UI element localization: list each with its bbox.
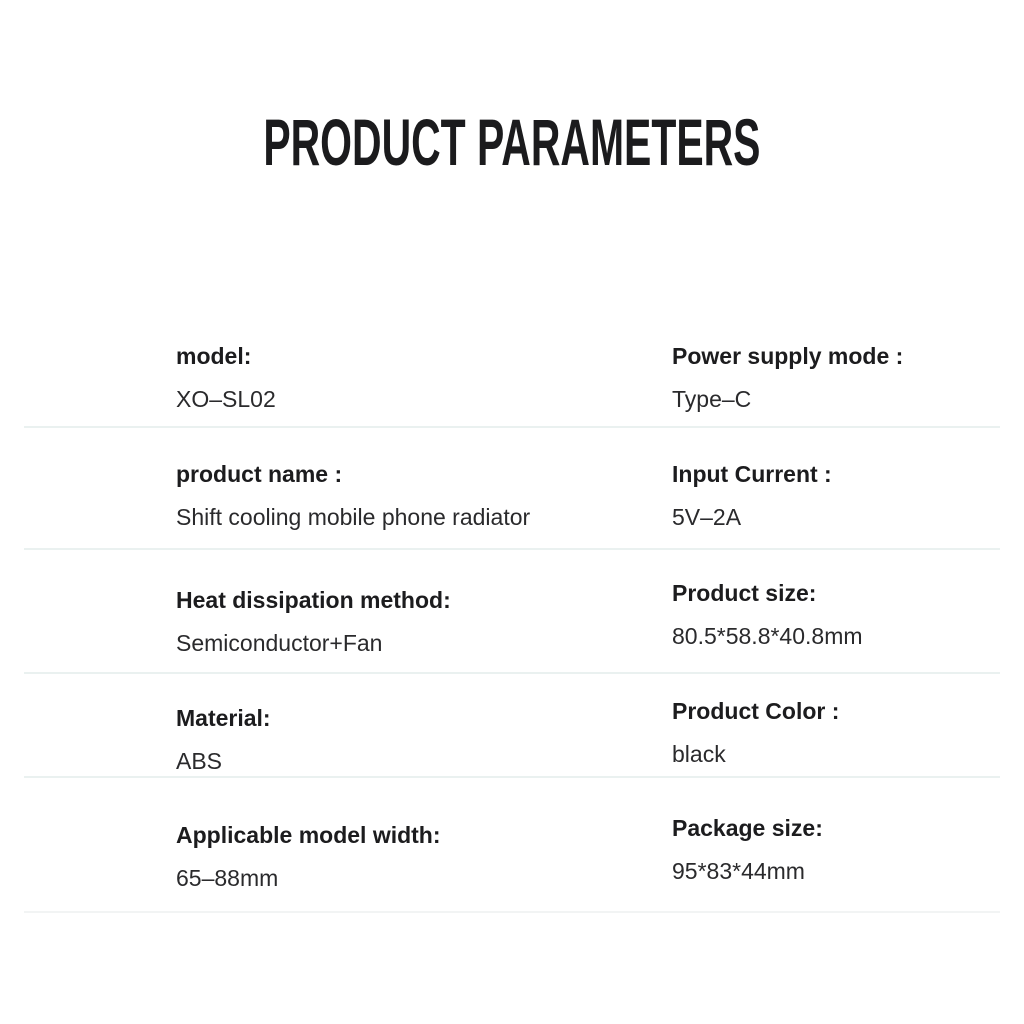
spec-value: 5V–2A — [672, 504, 742, 530]
spec-value: 80.5*58.8*40.8mm — [672, 623, 863, 649]
spec-label: Heat dissipation method: — [176, 587, 451, 613]
spec-value: Type–C — [672, 386, 752, 412]
spec-row-model — [24, 330, 1000, 428]
spec-cell-input-current — [672, 461, 1000, 548]
spec-row-material — [24, 674, 1000, 778]
spec-cell-power-supply-mode — [672, 343, 1000, 426]
spec-label: Power supply mode : — [672, 343, 904, 369]
spec-row-heat-dissipation — [24, 550, 1000, 674]
title-container — [0, 104, 1024, 180]
spec-value: 65–88mm — [176, 865, 279, 891]
spec-cell-material — [24, 705, 672, 776]
spec-cell-model — [24, 343, 672, 426]
spec-value: ABS — [176, 748, 223, 774]
spec-label: Input Current : — [672, 461, 832, 487]
spec-value: black — [672, 741, 726, 767]
spec-cell-heat-dissipation-method — [24, 587, 672, 672]
spec-label: product name : — [176, 461, 343, 487]
spec-value: 95*83*44mm — [672, 858, 805, 884]
spec-table — [24, 330, 1000, 913]
spec-label: Material: — [176, 705, 271, 731]
spec-row-product-name — [24, 428, 1000, 550]
spec-label: Product size: — [672, 580, 817, 606]
spec-value: XO–SL02 — [176, 386, 276, 412]
spec-cell-product-size — [672, 580, 1000, 672]
spec-label: Package size: — [672, 815, 823, 841]
spec-cell-product-name — [24, 461, 672, 548]
spec-cell-applicable-model-width — [24, 822, 672, 911]
spec-label: Product Color : — [672, 698, 840, 724]
spec-label: Applicable model width: — [176, 822, 441, 848]
spec-cell-product-color — [672, 698, 1000, 776]
spec-row-applicable-width — [24, 778, 1000, 913]
spec-value: Shift cooling mobile phone radiator — [176, 504, 531, 530]
spec-cell-package-size — [672, 815, 1000, 911]
spec-value: Semiconductor+Fan — [176, 630, 383, 656]
page-title: PRODUCT PARAMETERS — [263, 105, 761, 179]
spec-label: model: — [176, 343, 252, 369]
